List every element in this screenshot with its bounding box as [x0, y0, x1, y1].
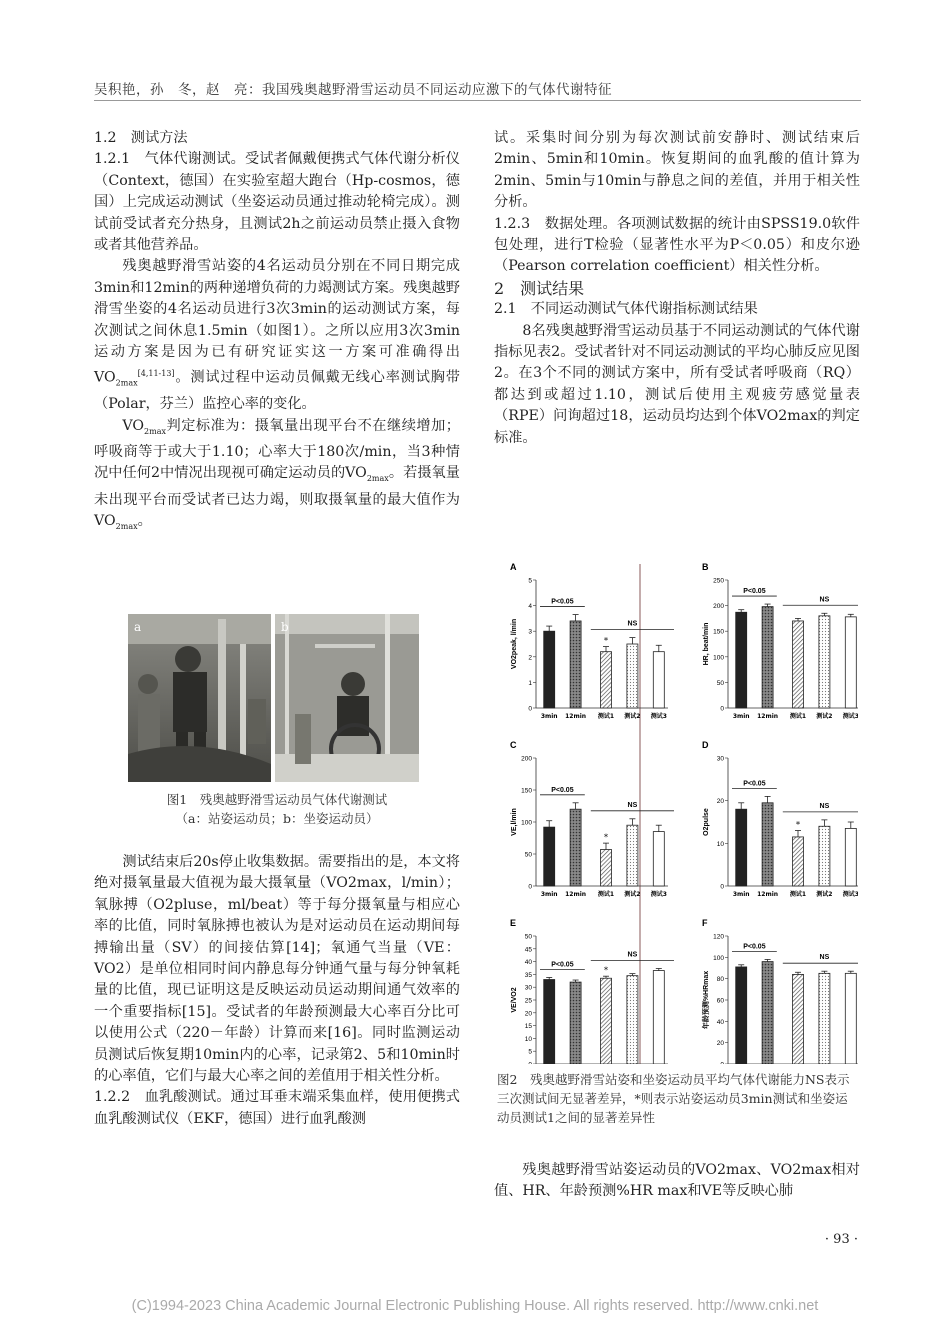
- bar-B-1: [762, 607, 773, 708]
- x-tick-label-C-4: 测试3: [650, 891, 667, 898]
- annotation-p-F: P<0.05: [743, 943, 766, 951]
- x-tick-label-A-3: 测试2: [624, 713, 641, 720]
- y-tick-label-B: 100: [713, 654, 724, 662]
- annotation-p-E: P<0.05: [551, 961, 574, 969]
- panel-label-F: F: [702, 918, 708, 928]
- panel-label-E: E: [510, 918, 517, 928]
- bar-D-1: [762, 803, 773, 886]
- y-tick-label-B: 150: [713, 628, 724, 636]
- bar-E-3: [627, 976, 638, 1064]
- y-tick-label-B: 200: [713, 603, 724, 611]
- y-tick-label-A: 3: [528, 628, 532, 636]
- bar-C-4: [653, 832, 664, 886]
- bar-E-2: [601, 978, 612, 1064]
- panel-label-B: B: [702, 562, 709, 572]
- y-tick-label-E: 35: [524, 971, 532, 979]
- bar-F-3: [819, 973, 830, 1064]
- figure-1-photo-b: [275, 614, 419, 782]
- right-column-top: [494, 128, 860, 449]
- bar-A-1: [570, 621, 581, 708]
- annotation-star-C: *: [604, 833, 608, 843]
- y-axis-label-D: O2pulse: [703, 808, 710, 836]
- copyright-notice: (C)1994-2023 China Academic Journal Electronic Publishing House. All rights reserved. http://www.cnki.net: [131, 1298, 819, 1314]
- x-tick-label-D-2: 测试1: [789, 891, 807, 898]
- y-tick-label-C: 50: [524, 851, 532, 859]
- bar-D-4: [845, 828, 856, 886]
- panel-label-D: D: [702, 740, 709, 750]
- y-tick-label-F: 120: [713, 933, 724, 941]
- header-rule: [94, 100, 861, 101]
- y-tick-label-C: 100: [521, 819, 532, 827]
- x-tick-label-A-2: 测试1: [597, 713, 615, 720]
- x-tick-label-C-0: 3min: [540, 891, 558, 898]
- y-tick-label-D: 10: [716, 840, 724, 848]
- y-tick-label-D: 30: [716, 755, 724, 763]
- y-axis-label-E: VE/VO2: [511, 987, 518, 1013]
- bar-E-0: [544, 980, 555, 1064]
- x-tick-label-B-1: 12min: [757, 713, 779, 720]
- paragraph-final: 残奥越野滑雪站姿运动员的VO2max、VO2max相对值、HR、年龄预测%HR max和VE等反映心肺: [494, 1162, 860, 1200]
- annotation-p-A: P<0.05: [551, 598, 574, 606]
- bar-E-4: [653, 971, 664, 1064]
- annotation-p-D: P<0.05: [743, 780, 766, 788]
- bar-D-2: [793, 837, 804, 886]
- y-tick-label-A: 2: [528, 654, 532, 662]
- section-2-heading: 2 测试结果: [494, 278, 585, 298]
- bar-B-3: [819, 616, 830, 708]
- y-tick-label-C: 200: [521, 755, 532, 763]
- bar-D-3: [819, 826, 830, 886]
- paragraph-protocol: 残奥越野滑雪站姿的4名运动员分别在不同日期完成3min和12min的两种递增负荷的力竭测试方案。残奥越野滑雪坐姿的4名运动员进行3次3min的运动测试方案，每次测试之间休息1.5min（如图1）。之所以应用3次3min运动方案是因为已有研究证实这一方案可准确得出$VO_{2max}[4,11-13]$。测试过程中运动员佩戴无线心率测试胸带（Polar，芬兰）监控心率的变化。: [94, 258, 460, 413]
- annotation-ns-D: NS: [819, 802, 830, 810]
- y-tick-label-D: 0: [720, 883, 724, 891]
- section-1-2-3-text: 1.2.3 数据处理。各项测试数据的统计由SPSS19.0软件包处理，进行T检验（显著性水平为P＜0.05）和皮尔逊（Pearson correlation coefficient）相关性分析。: [494, 215, 860, 275]
- x-tick-label-B-0: 3min: [732, 713, 750, 720]
- paragraph-definitions: 测试结束后20s停止收集数据。需要指出的是，本文将绝对摄氧量最大值视为最大摄氧量（VO2max，l/min）；氧脉搏（O2pluse，ml/beat）等于每分摄氧量与相应心率的比值，同时氧脉搏也被认为是对运动员在运动期间每搏输出量（SV）的间接估算[14]；氧通气当量（VE：VO2）是单位相同时间内静息每分钟通气量与每分钟氧耗量的比值，现已证明这是反映运动员运动期间通气效率的一个重要指标[15]。受试者的年龄预测最大心率百分比可以使用公式（220－年龄）计算而来[16]。同时监测运动员测试后恢复期10min内的心率，记录第2、5和10min时的心率值，它们与最大心率之间的差值用于相关性分析。: [94, 854, 460, 1085]
- y-tick-label-C: 150: [521, 787, 532, 795]
- bar-D-0: [736, 809, 747, 886]
- section-1-2-2-text: 1.2.2 血乳酸测试。通过耳垂末端采集血样，使用便携式血乳酸测试仪（EKF，德国）进行血乳酸测: [94, 1089, 460, 1127]
- annotation-ns-A: NS: [627, 620, 638, 628]
- section-1-2-heading: 1.2 测试方法: [94, 130, 188, 146]
- y-tick-label-A: 0: [528, 705, 532, 713]
- bar-A-2: [601, 652, 612, 708]
- bar-A-4: [653, 652, 664, 708]
- y-tick-label-F: 40: [716, 1018, 724, 1026]
- y-tick-label-F: 60: [716, 997, 724, 1005]
- panel-label-C: C: [510, 740, 517, 750]
- y-axis-label-A: VO2peak, l/min: [511, 618, 518, 670]
- x-tick-label-C-1: 12min: [565, 891, 587, 898]
- y-tick-label-E: 5: [528, 1048, 532, 1056]
- x-tick-label-D-4: 测试3: [842, 891, 858, 898]
- y-tick-label-F: 20: [716, 1040, 724, 1048]
- bar-C-3: [627, 825, 638, 886]
- annotation-ns-C: NS: [627, 801, 638, 809]
- y-tick-label-E: 25: [524, 997, 532, 1005]
- figure-2-svg: [506, 558, 858, 1064]
- annotation-p-C: P<0.05: [551, 786, 574, 794]
- x-tick-label-C-2: 测试1: [597, 891, 615, 898]
- x-tick-label-D-1: 12min: [757, 891, 779, 898]
- x-tick-label-D-3: 测试2: [816, 891, 833, 898]
- x-tick-label-C-3: 测试2: [624, 891, 641, 898]
- x-tick-label-B-2: 测试1: [789, 713, 807, 720]
- y-tick-label-C: 0: [528, 883, 532, 891]
- y-tick-label-A: 4: [528, 603, 532, 611]
- annotation-star-E: *: [604, 966, 608, 976]
- y-tick-label-E: 40: [524, 959, 532, 967]
- y-tick-label-A: 1: [528, 679, 532, 687]
- annotation-ns-F: NS: [819, 954, 830, 962]
- bar-F-4: [845, 973, 856, 1064]
- x-tick-label-A-0: 3min: [540, 713, 558, 720]
- bar-A-3: [627, 644, 638, 708]
- y-tick-label-E: 15: [524, 1023, 532, 1031]
- y-tick-label-F: 100: [713, 954, 724, 962]
- bar-E-1: [570, 982, 581, 1064]
- lactate-continuation: 试。采集时间分别为每次测试前安静时、测试结束后2min、5min和10min。恢复期间的血乳酸的值计算为2min、5min与10min与静息之间的差值，并用于相关性分析。: [494, 130, 860, 211]
- y-tick-label-D: 20: [716, 798, 724, 806]
- y-tick-label-E: 50: [524, 933, 532, 941]
- paragraph-vo2max-criteria: $VO_{2max}$判定标准为：摄氧量出现平台不在继续增加；呼吸商等于或大于1.10；心率大于180次/min，当3种情况中任何2中情况出现视可确定运动员的$VO_{2max}$。若摄氧量未出现平台而受试者已达力竭，则取摄氧量的最大值作为$VO_{2max}$。: [94, 417, 460, 531]
- section-1-2-1-text: 1.2.1 气体代谢测试。受试者佩戴便携式气体代谢分析仪（Context，德国）在实验室超大跑台（Hp-cosmos，德国）上完成运动测试（坐姿运动员通过推动轮椅完成）。测试前受试者充分热身，且测试2h之前运动员禁止摄入食物或者其他营养品。: [94, 151, 460, 254]
- y-tick-label-E: 20: [524, 1010, 532, 1018]
- y-tick-label-E: 30: [524, 984, 532, 992]
- y-tick-label-E: 10: [524, 1035, 532, 1043]
- x-tick-label-B-3: 测试2: [816, 713, 833, 720]
- figure-2-caption: 图2 残奥越野滑雪站姿和坐姿运动员平均气体代谢能力NS表示三次测试间无显著差异，*则表示站姿运动员3min测试和坐姿运动员测试1之间的显著差异性: [497, 1072, 850, 1125]
- annotation-ns-B: NS: [819, 596, 830, 604]
- annotation-star-A: *: [604, 636, 608, 646]
- figure-1-caption: 图1 残奥越野滑雪运动员气体代谢测试 （a：站姿运动员；b：坐姿运动员）: [166, 792, 388, 826]
- y-axis-label-F: 年龄预测%HRmax: [703, 970, 710, 1030]
- annotation-p-B: P<0.05: [743, 588, 766, 596]
- y-tick-label-A: 5: [528, 577, 532, 585]
- y-tick-label-E: 45: [524, 946, 532, 954]
- x-tick-label-A-4: 测试3: [650, 713, 667, 720]
- y-tick-label-B: 50: [716, 679, 724, 687]
- y-tick-label-F: 80: [716, 976, 724, 984]
- bar-B-0: [736, 612, 747, 708]
- figure-2: [506, 558, 858, 1064]
- bar-C-0: [544, 827, 555, 886]
- y-tick-label-E: [528, 1062, 532, 1065]
- paragraph-results: 8名残奥越野滑雪运动员基于不同运动测试的气体代谢指标见表2。受试者针对不同运动测试的平均心肺反应见图2。在3个不同的测试方案中，所有受试者呼吸商（RQ）都达到或超过1.10，测试后使用主观疲劳感觉量表（RPE）问询超过18，运动员均达到个体VO2max的判定标准。: [494, 322, 860, 446]
- left-column-bottom: [94, 852, 460, 1130]
- bar-B-4: [845, 617, 856, 708]
- y-tick-label-F: [720, 1062, 724, 1065]
- annotation-ns-E: NS: [627, 951, 638, 959]
- section-2-1-heading: 2.1 不同运动测试气体代谢指标测试结果: [494, 301, 758, 318]
- x-tick-label-D-0: 3min: [732, 891, 750, 898]
- y-tick-label-B: 250: [713, 577, 724, 585]
- left-column-top: [94, 128, 460, 537]
- bar-C-1: [570, 809, 581, 886]
- y-tick-label-B: 0: [720, 705, 724, 713]
- y-axis-label-C: VE,l/min: [511, 808, 518, 836]
- bar-B-2: [793, 621, 804, 708]
- bar-F-0: [736, 967, 747, 1064]
- running-header: 吴积艳，孙 冬，赵 亮：我国残奥越野滑雪运动员不同运动应激下的气体代谢特征: [94, 82, 612, 98]
- bar-A-0: [544, 631, 555, 708]
- photo-b-label: b: [281, 620, 289, 634]
- bar-C-2: [601, 850, 612, 886]
- x-tick-label-B-4: 测试3: [842, 713, 858, 720]
- annotation-star-D: *: [796, 820, 800, 830]
- photo-a-label: a: [134, 620, 142, 634]
- y-axis-label-B: HR, beat/min: [703, 622, 710, 666]
- bar-F-2: [793, 974, 804, 1064]
- page-number: · 93 ·: [824, 1232, 858, 1247]
- panel-label-A: A: [510, 562, 517, 572]
- right-column-bottom: [494, 1160, 860, 1203]
- x-tick-label-A-1: 12min: [565, 713, 587, 720]
- figure-1-photo-a: [128, 614, 271, 782]
- bar-F-1: [762, 962, 773, 1064]
